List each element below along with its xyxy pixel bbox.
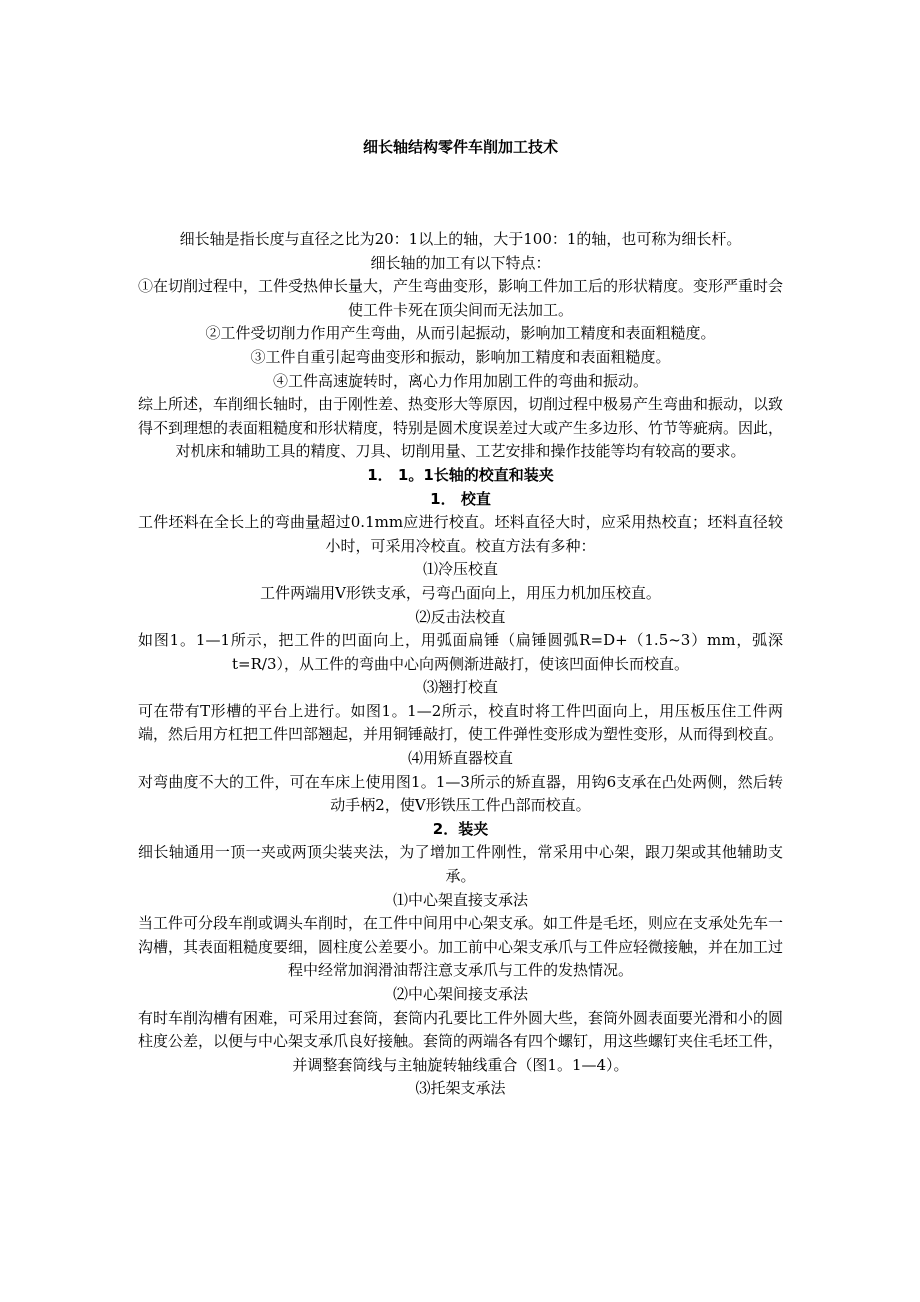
intro-definition: 细长轴是指长度与直径之比为20：1以上的轴，大于100：1的轴，也可称为细长杆。 (179, 230, 742, 248)
summary-paragraph: 综上所述，车削细长轴时，由于刚性差、热变形大等原因，切削过程中极易产生弯曲和振动，以致得不到理想的表面粗糙度和形状精度，特别是圆术度误差过大或产生多边形、竹节等疵病。因此，对机床和辅助工具的精度、刀具、切削用量、工艺安排和操作技能等均有较高的要求。 (138, 395, 784, 461)
method-heading-bracket-support: ⑶托架支承法 (415, 1079, 506, 1098)
document-title: 细长轴结构零件车削加工技术 (362, 138, 558, 156)
feature-1: ①在切削过程中，工件受热伸长量大，产生弯曲变形，影响工件加工后的形状精度。变形严重时会使工件卡死在顶尖间而无法加工。 (138, 277, 784, 319)
method-text-cold-press: 工件两端用V形铁支承，弓弯凸面向上，用压力机加压校直。 (260, 583, 661, 602)
method-heading-pry: ⑶翘打校直 (422, 678, 498, 697)
method-text-direct-support: 当工件可分段车削或调头车削时，在工件中间用中心架支承。如工件是毛坯，则应在支承处先车一沟槽，其表面粗糙度要细，圆柱度公差要小。加工前中心架支承爪与工件应轻微接触，并在加工过程中经常加润滑油帮注意支承爪与工件的发热情况。 (138, 914, 784, 980)
method-heading-direct-support: ⑴中心架直接支承法 (392, 890, 528, 909)
method-text-straightener: 对弯曲度不大的工件，可在车床上使用图1。1—3所示的矫直器，用钩6支承在凸处两侧，然后转动手柄2，使V形铁压工件凸部而校直。 (138, 772, 783, 815)
subsection-heading-clamping: 2．装夹 (432, 819, 489, 838)
clamping-intro: 细长轴通用一顶一夹或两顶尖装夹法，为了增加工件刚性，常采用中心架，跟刀架或其他辅助支承。 (138, 843, 783, 886)
features-intro: 细长轴的加工有以下特点： (370, 253, 551, 272)
feature-4: ④工件高速旋转时，离心力作用加剧工件的弯曲和振动。 (272, 371, 648, 390)
feature-2: ②工件受切削力作用产生弯曲，从而引起振动，影响加工精度和表面粗糙度。 (205, 324, 716, 343)
section-heading: 1． 1。1长轴的校直和装夹 (367, 465, 554, 484)
straightening-intro: 工件坯料在全长上的弯曲量超过0.1mm应进行校直。坯料直径大时，应采用热校直；坯料直径较小时，可采用冷校直。校直方法有多种： (138, 513, 783, 555)
method-heading-indirect-support: ⑵中心架间接支承法 (392, 985, 528, 1003)
method-text-counter-strike: 如图1。1—1所示，把工件的凹面向上，用弧面扁锤（扁锤圆弧R=D+（1.5~3）mm，弧深t=R/3），从工件的弯曲中心向两侧渐进敲打，使该凹面伸长而校直。 (138, 631, 783, 673)
document-body (138, 228, 783, 1101)
method-heading-cold-press: ⑴冷压校直 (422, 560, 498, 579)
method-heading-straightener: ⑷用矫直器校直 (407, 749, 513, 768)
method-heading-counter-strike: ⑵反击法校直 (415, 607, 506, 626)
method-text-pry: 可在带有T形槽的平台上进行。如图1。1—2所示，校直时将工件凹面向上，用压板压住工件两端，然后用方杠把工件凹部翘起，并用铜锤敲打，使工件弹性变形成为塑性变形，从而得到校直。 (138, 701, 784, 744)
feature-3: ③工件自重引起弯曲变形和振动，影响加工精度和表面粗糙度。 (250, 347, 671, 366)
subsection-heading-straightening: 1． 校直 (430, 489, 491, 508)
method-text-indirect-support: 有时车削沟槽有困难，可采用过套筒，套筒内孔要比工件外圆大些，套筒外圆表面要光滑和小的圆柱度公差，以便与中心架支承爪良好接触。套筒的两端各有四个螺钉，用这些螺钉夹住毛坯工件，并调整套筒线与主轴旋转轴线重合（图1。1—4）。 (138, 1008, 784, 1074)
